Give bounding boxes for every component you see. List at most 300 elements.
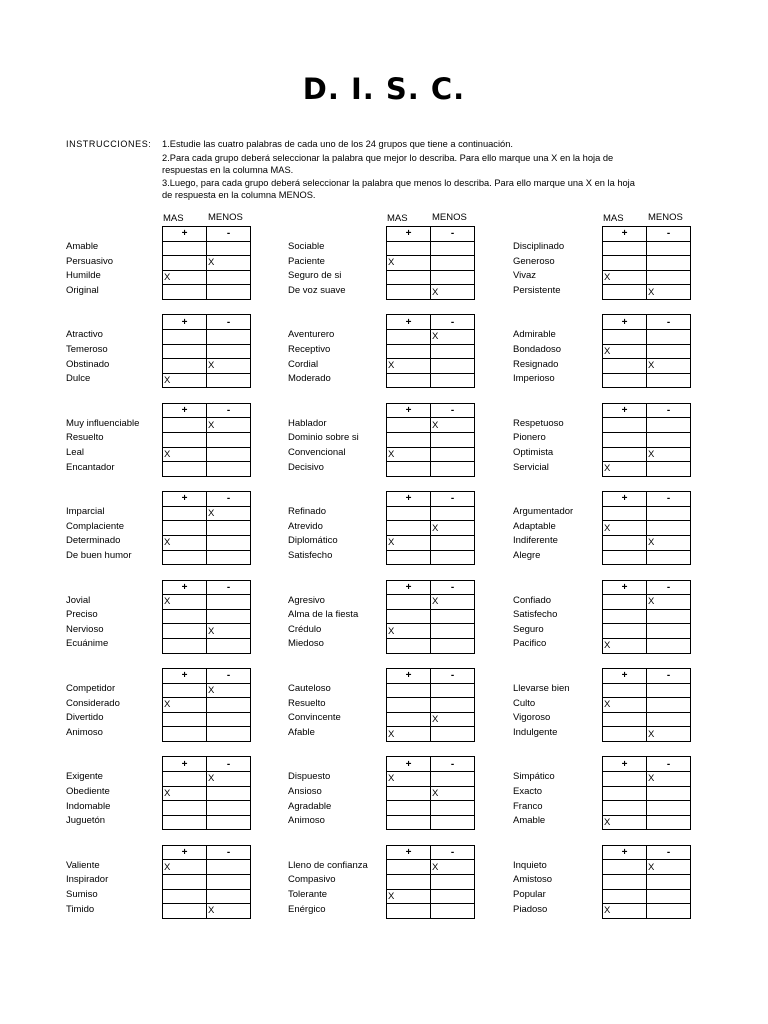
- option-word: Temeroso: [66, 344, 108, 355]
- menos-answer-cell[interactable]: X: [207, 771, 251, 786]
- option-word: Amable: [513, 815, 546, 827]
- menos-answer-cell[interactable]: [647, 786, 691, 801]
- answer-grid: [162, 845, 251, 919]
- menos-answer-cell[interactable]: [431, 609, 475, 624]
- answer-grid: [162, 491, 251, 565]
- option-word: Popular: [513, 889, 546, 900]
- column-header-menos: MENOS: [648, 212, 683, 223]
- mas-answer-cell[interactable]: X: [603, 462, 647, 477]
- menos-answer-cell[interactable]: [207, 698, 251, 713]
- menos-answer-cell[interactable]: X: [431, 860, 475, 875]
- mas-answer-cell[interactable]: [163, 727, 207, 742]
- menos-answer-cell[interactable]: X: [431, 595, 475, 610]
- minus-header: -: [431, 580, 475, 595]
- mas-answer-cell[interactable]: [387, 550, 431, 565]
- menos-answer-cell[interactable]: [647, 329, 691, 344]
- menos-answer-cell[interactable]: [207, 373, 251, 388]
- mas-answer-cell[interactable]: [603, 786, 647, 801]
- menos-answer-cell[interactable]: [207, 432, 251, 447]
- menos-answer-cell[interactable]: [431, 698, 475, 713]
- menos-answer-cell[interactable]: [207, 344, 251, 359]
- menos-answer-cell[interactable]: [431, 506, 475, 521]
- mas-answer-cell[interactable]: [163, 609, 207, 624]
- mas-answer-cell[interactable]: X: [603, 815, 647, 830]
- mas-answer-cell[interactable]: X: [163, 270, 207, 285]
- mas-answer-cell[interactable]: [603, 860, 647, 875]
- column-header-mas: MAS: [603, 213, 624, 224]
- menos-answer-cell[interactable]: [431, 535, 475, 550]
- menos-answer-cell[interactable]: [207, 535, 251, 550]
- menos-answer-cell[interactable]: [647, 344, 691, 359]
- plus-header: +: [163, 403, 207, 418]
- menos-answer-cell[interactable]: [207, 786, 251, 801]
- option-word: Cauteloso: [288, 683, 331, 694]
- minus-header: -: [647, 403, 691, 418]
- mas-answer-cell[interactable]: [387, 270, 431, 285]
- option-word: Inquieto: [513, 859, 547, 871]
- option-word: Enérgico: [288, 903, 326, 915]
- plus-header: +: [163, 580, 207, 595]
- menos-answer-cell[interactable]: [431, 256, 475, 271]
- menos-answer-cell[interactable]: [647, 418, 691, 433]
- mas-answer-cell[interactable]: [163, 359, 207, 374]
- menos-answer-cell[interactable]: [431, 432, 475, 447]
- mas-answer-cell[interactable]: [387, 815, 431, 830]
- mas-answer-cell[interactable]: [603, 801, 647, 816]
- menos-answer-cell[interactable]: X: [207, 683, 251, 698]
- option-word: Sociable: [288, 241, 325, 252]
- answer-table: [602, 668, 691, 742]
- plus-header: +: [387, 492, 431, 507]
- mas-answer-cell[interactable]: X: [387, 535, 431, 550]
- menos-answer-cell[interactable]: [207, 860, 251, 875]
- menos-answer-cell[interactable]: [647, 801, 691, 816]
- menos-answer-cell[interactable]: [431, 270, 475, 285]
- mas-answer-cell[interactable]: [163, 418, 207, 433]
- mas-answer-cell[interactable]: [603, 727, 647, 742]
- menos-answer-cell[interactable]: [431, 801, 475, 816]
- mas-answer-cell[interactable]: [603, 683, 647, 698]
- mas-answer-cell[interactable]: [163, 683, 207, 698]
- mas-answer-cell[interactable]: [387, 874, 431, 889]
- menos-answer-cell[interactable]: [647, 815, 691, 830]
- option-word: Animoso: [66, 726, 103, 738]
- menos-answer-cell[interactable]: [431, 462, 475, 477]
- option-word: Servicial: [513, 461, 549, 473]
- plus-header: +: [387, 845, 431, 860]
- option-word: Optimista: [513, 447, 554, 458]
- mas-answer-cell[interactable]: X: [387, 256, 431, 271]
- mas-answer-cell[interactable]: [163, 462, 207, 477]
- mas-answer-cell[interactable]: [387, 432, 431, 447]
- option-word: Convencional: [288, 447, 346, 458]
- answer-table: [602, 756, 691, 830]
- option-word: Atractivo: [66, 329, 103, 341]
- mas-answer-cell[interactable]: [387, 786, 431, 801]
- mas-answer-cell[interactable]: [387, 521, 431, 536]
- minus-header: -: [647, 580, 691, 595]
- mas-answer-cell[interactable]: [163, 771, 207, 786]
- option-word: Leal: [66, 447, 84, 458]
- mas-answer-cell[interactable]: X: [163, 698, 207, 713]
- mas-answer-cell[interactable]: X: [163, 535, 207, 550]
- option-word: Complaciente: [66, 520, 125, 532]
- menos-answer-cell[interactable]: [207, 329, 251, 344]
- menos-answer-cell[interactable]: [207, 270, 251, 285]
- menos-answer-cell[interactable]: [207, 712, 251, 727]
- menos-answer-cell[interactable]: [431, 373, 475, 388]
- mas-answer-cell[interactable]: [603, 418, 647, 433]
- menos-answer-cell[interactable]: [207, 874, 251, 889]
- mas-answer-cell[interactable]: [163, 344, 207, 359]
- menos-answer-cell[interactable]: X: [647, 595, 691, 610]
- answer-grid: [602, 403, 691, 477]
- mas-answer-cell[interactable]: [603, 712, 647, 727]
- answer-table: [602, 580, 691, 654]
- menos-answer-cell[interactable]: [647, 874, 691, 889]
- option-word: Alegre: [513, 550, 541, 561]
- mas-answer-cell[interactable]: [603, 285, 647, 300]
- menos-answer-cell[interactable]: X: [207, 359, 251, 374]
- menos-answer-cell[interactable]: [431, 447, 475, 462]
- mas-answer-cell[interactable]: [163, 815, 207, 830]
- menos-answer-cell[interactable]: [207, 801, 251, 816]
- option-word: Lleno de confianza: [288, 859, 368, 871]
- menos-answer-cell[interactable]: X: [431, 521, 475, 536]
- answer-table: [162, 226, 251, 300]
- mas-answer-cell[interactable]: [387, 418, 431, 433]
- menos-answer-cell[interactable]: [431, 241, 475, 256]
- mas-answer-cell[interactable]: [163, 521, 207, 536]
- plus-header: +: [387, 315, 431, 330]
- instructions-label: INSTRUCCIONES:: [66, 139, 152, 149]
- mas-answer-cell[interactable]: [603, 889, 647, 904]
- mas-answer-cell[interactable]: [387, 373, 431, 388]
- answer-grid: [162, 580, 251, 654]
- menos-answer-cell[interactable]: [207, 241, 251, 256]
- menos-answer-cell[interactable]: X: [647, 535, 691, 550]
- answer-table: [602, 403, 691, 477]
- mas-answer-cell[interactable]: X: [163, 447, 207, 462]
- answer-table: [386, 845, 475, 919]
- menos-answer-cell[interactable]: [647, 638, 691, 653]
- menos-answer-cell[interactable]: [431, 874, 475, 889]
- mas-answer-cell[interactable]: [163, 256, 207, 271]
- instruction-line-2: 2.Para cada grupo deberá seleccionar la palabra que mejor lo describa. Para ello marque una X en la hoja de: [162, 153, 614, 163]
- option-word: Dulce: [66, 373, 91, 385]
- menos-answer-cell[interactable]: [647, 432, 691, 447]
- menos-answer-cell[interactable]: X: [207, 418, 251, 433]
- menos-answer-cell[interactable]: X: [207, 256, 251, 271]
- mas-answer-cell[interactable]: [603, 771, 647, 786]
- answer-grid: [386, 756, 475, 830]
- mas-answer-cell[interactable]: [603, 241, 647, 256]
- mas-answer-cell[interactable]: X: [163, 786, 207, 801]
- menos-answer-cell[interactable]: [207, 609, 251, 624]
- answer-table: [162, 756, 251, 830]
- option-word: Miedoso: [288, 638, 324, 650]
- mas-answer-cell[interactable]: [387, 638, 431, 653]
- option-word: Ecuánime: [66, 638, 109, 650]
- menos-answer-cell[interactable]: [647, 698, 691, 713]
- menos-answer-cell[interactable]: X: [431, 786, 475, 801]
- menos-answer-cell[interactable]: X: [431, 285, 475, 300]
- column-header-mas: MAS: [387, 213, 408, 224]
- mas-answer-cell[interactable]: X: [603, 698, 647, 713]
- menos-answer-cell[interactable]: [647, 506, 691, 521]
- menos-answer-cell[interactable]: [207, 638, 251, 653]
- answer-grid: [386, 491, 475, 565]
- option-word: Competidor: [66, 683, 116, 694]
- mas-answer-cell[interactable]: [163, 432, 207, 447]
- mas-answer-cell[interactable]: [163, 329, 207, 344]
- mas-answer-cell[interactable]: X: [387, 359, 431, 374]
- option-word: Agradable: [288, 800, 332, 812]
- answer-grid: [602, 226, 691, 300]
- menos-answer-cell[interactable]: [431, 344, 475, 359]
- menos-answer-cell[interactable]: [647, 889, 691, 904]
- option-word: Vivaz: [513, 270, 537, 282]
- plus-header: +: [163, 492, 207, 507]
- option-word: Refinado: [288, 506, 327, 518]
- option-word: Amable: [66, 241, 99, 252]
- mas-answer-cell[interactable]: [387, 329, 431, 344]
- option-word: De buen humor: [66, 550, 132, 561]
- menos-answer-cell[interactable]: X: [431, 329, 475, 344]
- option-word: Diplomático: [288, 535, 338, 547]
- answer-table: [602, 226, 691, 300]
- menos-answer-cell[interactable]: [431, 889, 475, 904]
- mas-answer-cell[interactable]: [603, 359, 647, 374]
- menos-answer-cell[interactable]: [431, 904, 475, 919]
- answer-table: [162, 491, 251, 565]
- column-header-menos: MENOS: [208, 212, 243, 223]
- option-word: Confiado: [513, 594, 552, 606]
- menos-answer-cell[interactable]: [647, 683, 691, 698]
- mas-answer-cell[interactable]: [163, 638, 207, 653]
- option-word: Crédulo: [288, 623, 322, 635]
- plus-header: +: [603, 403, 647, 418]
- menos-answer-cell[interactable]: [431, 727, 475, 742]
- mas-answer-cell[interactable]: [163, 801, 207, 816]
- mas-answer-cell[interactable]: [387, 860, 431, 875]
- menos-answer-cell[interactable]: [207, 727, 251, 742]
- menos-answer-cell[interactable]: X: [207, 624, 251, 639]
- option-word: Alma de la fiesta: [288, 609, 359, 621]
- menos-answer-cell[interactable]: [647, 712, 691, 727]
- mas-answer-cell[interactable]: X: [387, 889, 431, 904]
- mas-answer-cell[interactable]: [387, 712, 431, 727]
- mas-answer-cell[interactable]: [603, 447, 647, 462]
- option-word: Original: [66, 284, 99, 296]
- minus-header: -: [207, 403, 251, 418]
- mas-answer-cell[interactable]: [387, 285, 431, 300]
- option-word: Sumiso: [66, 889, 98, 900]
- mas-answer-cell[interactable]: [163, 624, 207, 639]
- mas-answer-cell[interactable]: [163, 241, 207, 256]
- option-word: Dispuesto: [288, 771, 331, 783]
- option-word: Atrevido: [288, 520, 323, 532]
- menos-answer-cell[interactable]: X: [647, 447, 691, 462]
- plus-header: +: [603, 580, 647, 595]
- mas-answer-cell[interactable]: [387, 344, 431, 359]
- mas-answer-cell[interactable]: [603, 550, 647, 565]
- option-word: Resignado: [513, 358, 559, 370]
- option-word: Moderado: [288, 373, 331, 385]
- menos-answer-cell[interactable]: [431, 683, 475, 698]
- menos-answer-cell[interactable]: X: [647, 771, 691, 786]
- answer-table: [602, 491, 691, 565]
- menos-answer-cell[interactable]: [647, 521, 691, 536]
- mas-answer-cell[interactable]: [603, 256, 647, 271]
- menos-answer-cell[interactable]: X: [207, 904, 251, 919]
- minus-header: -: [207, 580, 251, 595]
- option-word: Persuasivo: [66, 255, 113, 267]
- menos-answer-cell[interactable]: [431, 359, 475, 374]
- mas-answer-cell[interactable]: [163, 712, 207, 727]
- menos-answer-cell[interactable]: [647, 270, 691, 285]
- answer-table: [386, 403, 475, 477]
- menos-answer-cell[interactable]: [647, 609, 691, 624]
- menos-answer-cell[interactable]: [647, 256, 691, 271]
- menos-answer-cell[interactable]: X: [647, 359, 691, 374]
- mas-answer-cell[interactable]: [387, 609, 431, 624]
- option-word: Preciso: [66, 609, 98, 621]
- menos-answer-cell[interactable]: [207, 447, 251, 462]
- menos-answer-cell[interactable]: [431, 815, 475, 830]
- menos-answer-cell[interactable]: [207, 521, 251, 536]
- mas-answer-cell[interactable]: X: [603, 270, 647, 285]
- menos-answer-cell[interactable]: [431, 638, 475, 653]
- menos-answer-cell[interactable]: [207, 550, 251, 565]
- answer-grid: [386, 403, 475, 477]
- option-word: Persistente: [513, 284, 561, 296]
- mas-answer-cell[interactable]: X: [163, 373, 207, 388]
- menos-answer-cell[interactable]: [207, 595, 251, 610]
- answer-grid: [602, 314, 691, 388]
- mas-answer-cell[interactable]: [163, 904, 207, 919]
- mas-answer-cell[interactable]: [163, 889, 207, 904]
- answer-grid: [386, 314, 475, 388]
- mas-answer-cell[interactable]: X: [603, 521, 647, 536]
- minus-header: -: [207, 845, 251, 860]
- mas-answer-cell[interactable]: [603, 624, 647, 639]
- mas-answer-cell[interactable]: X: [387, 447, 431, 462]
- mas-answer-cell[interactable]: X: [603, 904, 647, 919]
- mas-answer-cell[interactable]: [387, 683, 431, 698]
- mas-answer-cell[interactable]: X: [163, 595, 207, 610]
- plus-header: +: [387, 403, 431, 418]
- mas-answer-cell[interactable]: [163, 550, 207, 565]
- answer-grid: [386, 580, 475, 654]
- menos-answer-cell[interactable]: [647, 462, 691, 477]
- option-word: Obediente: [66, 786, 110, 797]
- mas-answer-cell[interactable]: [387, 698, 431, 713]
- minus-header: -: [431, 227, 475, 242]
- mas-answer-cell[interactable]: [163, 506, 207, 521]
- mas-answer-cell[interactable]: [387, 506, 431, 521]
- mas-answer-cell[interactable]: [387, 801, 431, 816]
- plus-header: +: [603, 669, 647, 684]
- mas-answer-cell[interactable]: [603, 373, 647, 388]
- instruction-line-5: de respuesta en la columna MENOS.: [162, 190, 316, 200]
- mas-answer-cell[interactable]: [603, 506, 647, 521]
- plus-header: +: [163, 757, 207, 772]
- mas-answer-cell[interactable]: X: [387, 727, 431, 742]
- option-word: Resuelto: [66, 432, 104, 444]
- option-word: Humilde: [66, 270, 101, 282]
- menos-answer-cell[interactable]: [647, 373, 691, 388]
- menos-answer-cell[interactable]: X: [431, 712, 475, 727]
- mas-answer-cell[interactable]: X: [603, 638, 647, 653]
- mas-answer-cell[interactable]: [163, 285, 207, 300]
- minus-header: -: [647, 315, 691, 330]
- mas-answer-cell[interactable]: X: [387, 771, 431, 786]
- answer-grid: [602, 845, 691, 919]
- menos-answer-cell[interactable]: [207, 889, 251, 904]
- menos-answer-cell[interactable]: X: [647, 285, 691, 300]
- menos-answer-cell[interactable]: X: [647, 860, 691, 875]
- answer-table: [386, 580, 475, 654]
- menos-answer-cell[interactable]: X: [647, 727, 691, 742]
- answer-grid: [602, 491, 691, 565]
- menos-answer-cell[interactable]: X: [207, 506, 251, 521]
- option-word: Satisfecho: [513, 609, 558, 621]
- answer-table: [386, 226, 475, 300]
- menos-answer-cell[interactable]: [431, 771, 475, 786]
- menos-answer-cell[interactable]: [431, 624, 475, 639]
- option-word: Timido: [66, 903, 95, 915]
- menos-answer-cell[interactable]: [207, 815, 251, 830]
- menos-answer-cell[interactable]: [647, 624, 691, 639]
- mas-answer-cell[interactable]: [387, 241, 431, 256]
- mas-answer-cell[interactable]: [603, 595, 647, 610]
- option-word: De voz suave: [288, 284, 346, 296]
- answer-grid: [386, 226, 475, 300]
- mas-answer-cell[interactable]: [387, 595, 431, 610]
- answer-table: [386, 756, 475, 830]
- answer-table: [386, 314, 475, 388]
- answer-table: [162, 314, 251, 388]
- option-word: Obstinado: [66, 358, 110, 370]
- menos-answer-cell[interactable]: X: [431, 418, 475, 433]
- menos-answer-cell[interactable]: [207, 285, 251, 300]
- mas-answer-cell[interactable]: [163, 874, 207, 889]
- mas-answer-cell[interactable]: [603, 609, 647, 624]
- answer-table: [162, 580, 251, 654]
- answer-table: [602, 845, 691, 919]
- mas-answer-cell[interactable]: [387, 904, 431, 919]
- menos-answer-cell[interactable]: [207, 462, 251, 477]
- answer-table: [162, 668, 251, 742]
- mas-answer-cell[interactable]: [603, 535, 647, 550]
- menos-answer-cell[interactable]: [431, 550, 475, 565]
- mas-answer-cell[interactable]: [387, 462, 431, 477]
- mas-answer-cell[interactable]: [603, 432, 647, 447]
- menos-answer-cell[interactable]: [647, 550, 691, 565]
- plus-header: +: [163, 227, 207, 242]
- menos-answer-cell[interactable]: [647, 904, 691, 919]
- plus-header: +: [387, 227, 431, 242]
- mas-answer-cell[interactable]: [603, 874, 647, 889]
- mas-answer-cell[interactable]: X: [387, 624, 431, 639]
- answer-grid: [162, 226, 251, 300]
- option-word: Jovial: [66, 594, 91, 606]
- mas-answer-cell[interactable]: [603, 329, 647, 344]
- mas-answer-cell[interactable]: X: [163, 860, 207, 875]
- menos-answer-cell[interactable]: [647, 241, 691, 256]
- mas-answer-cell[interactable]: X: [603, 344, 647, 359]
